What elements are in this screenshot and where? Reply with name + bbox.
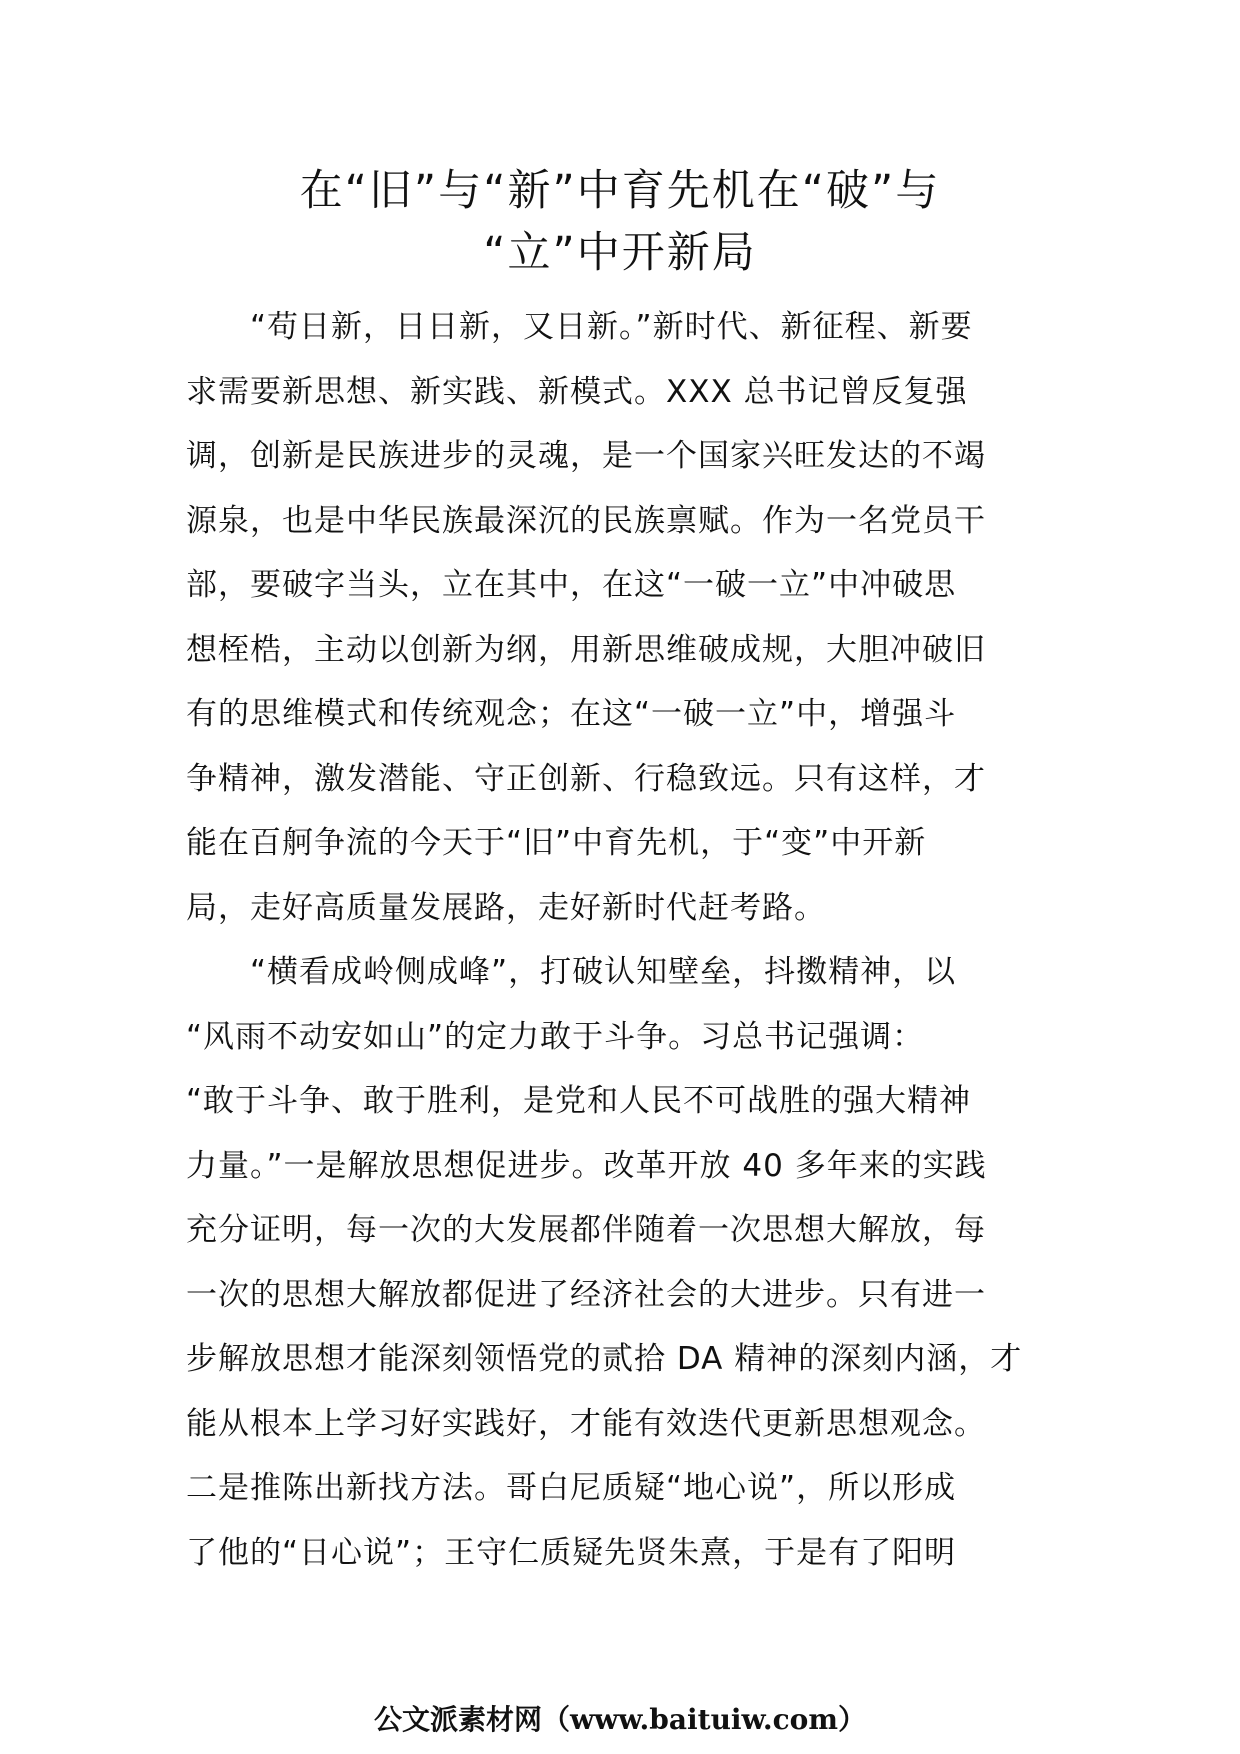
body-line: “横看成岭侧成峰”，打破认知壁垒，抖擞精神，以 [186,954,957,990]
body-text [186,295,1066,1585]
body-line: 调，创新是民族进步的灵魂，是一个国家兴旺发达的不竭 [186,438,986,474]
body-line: 局，走好高质量发展路，走好新时代赶考路。 [186,889,826,926]
body-line: 充分证明，每一次的大发展都伴随着一次思想大解放，每 [186,1212,986,1248]
body-line: 能在百舸争流的今天于“旧”中育先机，于“变”中开新 [186,825,927,861]
body-line: 二是推陈出新找方法。哥白尼质疑“地心说”，所以形成 [186,1470,957,1506]
body-line: “敢于斗争、敢于胜利，是党和人民不可战胜的强大精神 [186,1083,972,1119]
body-line: 一次的思想大解放都促进了经济社会的大进步。只有进一 [186,1276,986,1313]
body-line: 能从根本上学习好实践好，才能有效迭代更新思想观念。 [186,1405,986,1442]
body-line: 求需要新思想、新实践、新模式。XXX 总书记曾反复强 [186,373,968,410]
body-line: 有的思维模式和传统观念；在这“一破一立”中，增强斗 [186,696,957,732]
body-line: 想桎梏，主动以创新为纲，用新思维破成规，大胆冲破旧 [186,631,986,668]
body-line: 争精神，激发潜能、守正创新、行稳致远。只有这样，才 [186,760,986,797]
body-line: 了他的“日心说”；王守仁质疑先贤朱熹，于是有了阳明 [186,1534,957,1571]
body-line: “风雨不动安如山”的定力敢于斗争。习总书记强调： [186,1018,925,1055]
body-line: 部，要破字当头，立在其中，在这“一破一立”中冲破思 [186,567,957,603]
body-line: 源泉，也是中华民族最深沉的民族禀赋。作为一名党员干 [186,502,986,539]
page-title [160,160,1080,284]
title-line-2: “立”中开新局 [483,228,757,278]
body-line: 步解放思想才能深刻领悟党的贰拾 DA 精神的深刻内涵，才 [186,1341,1023,1377]
title-line-1: 在“旧”与“新”中育先机在“破”与 [299,166,941,216]
body-line: “苟日新，日日新，又日新。”新时代、新征程、新要 [186,309,973,345]
body-line: 力量。”一是解放思想促进步。改革开放 40 多年来的实践 [186,1147,987,1184]
footer-watermark: 公文派素材网（www.baituiw.com） [374,1703,866,1736]
